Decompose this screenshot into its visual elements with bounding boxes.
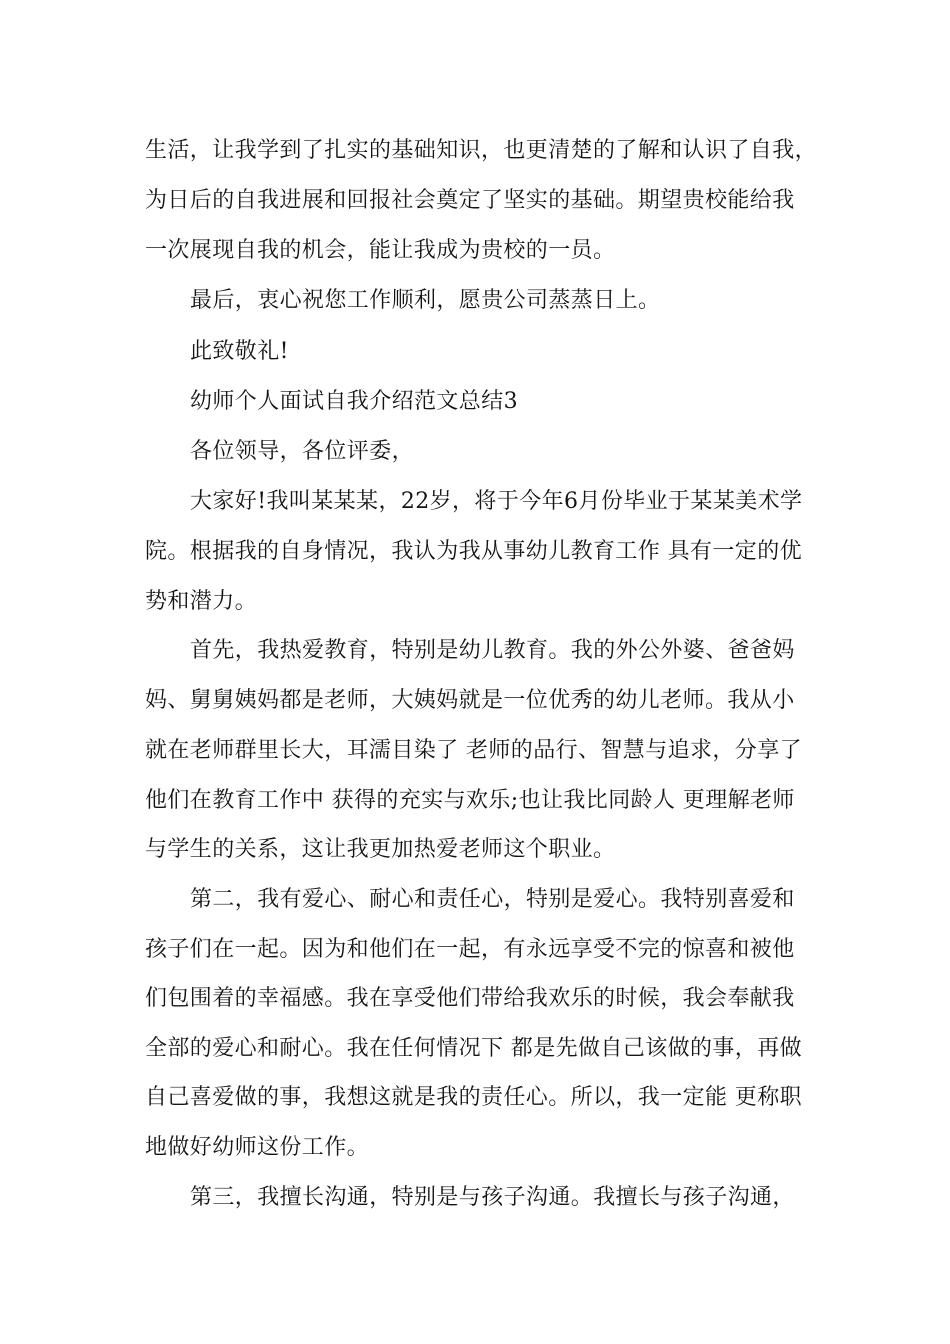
text-line: 们包围着的幸福感。我在享受他们带给我欢乐的时候，我会奉献我 bbox=[145, 986, 795, 1011]
greeting-line: 各位领导，各位评委， bbox=[190, 439, 415, 464]
text-line: 他们在教育工作中 获得的充实与欢乐;也让我比同龄人 更理解老师 bbox=[145, 788, 795, 813]
text-line: 首先，我热爱教育，特别是幼儿教育。我的外公外婆、爸爸妈 bbox=[190, 638, 795, 663]
text-line: 孩子们在一起。因为和他们在一起，有永远享受不完的惊喜和被他 bbox=[145, 937, 795, 962]
section-heading: 幼师个人面试自我介绍范文总结3 bbox=[190, 389, 518, 414]
text-line: 第二，我有爱心、耐心和责任心，特别是爱心。我特别喜爱和 bbox=[190, 887, 795, 912]
text-line: 地做好幼师这份工作。 bbox=[145, 1135, 370, 1160]
closing-wish: 最后，衷心祝您工作顺利，愿贵公司蒸蒸日上。 bbox=[190, 288, 661, 313]
text-line: 院。根据我的自身情况，我认为我从事幼儿教育工作 具有一定的优 bbox=[145, 539, 802, 564]
text-line: 就在老师群里长大，耳濡目染了 老师的品行、智慧与追求，分享了 bbox=[145, 738, 802, 763]
text-line: 一次展现自我的机会，能让我成为贵校的一员。 bbox=[145, 238, 616, 263]
text-line: 妈、舅舅姨妈都是老师，大姨妈就是一位优秀的幼儿老师。我从小 bbox=[145, 688, 795, 713]
text-line: 大家好!我叫某某某，22岁，将于今年6月份毕业于某某美术学 bbox=[190, 489, 803, 514]
text-line: 自己喜爱做的事，我想这就是我的责任心。所以，我一定能 更称职 bbox=[145, 1085, 802, 1110]
salutation-closing: 此致敬礼! bbox=[190, 339, 289, 364]
text-line: 生活，让我学到了扎实的基础知识，也更清楚的了解和认识了自我， bbox=[145, 138, 818, 163]
text-line: 与学生的关系，这让我更加热爱老师这个职业。 bbox=[145, 837, 616, 862]
text-line: 势和潜力。 bbox=[145, 589, 258, 614]
text-line: 全部的爱心和耐心。我在任何情况下 都是先做自己该做的事，再做 bbox=[145, 1036, 802, 1061]
text-line: 第三，我擅长沟通，特别是与孩子沟通。我擅长与孩子沟通， bbox=[190, 1185, 795, 1210]
text-line: 为日后的自我进展和回报社会奠定了坚实的基础。期望贵校能给我 bbox=[145, 188, 795, 213]
